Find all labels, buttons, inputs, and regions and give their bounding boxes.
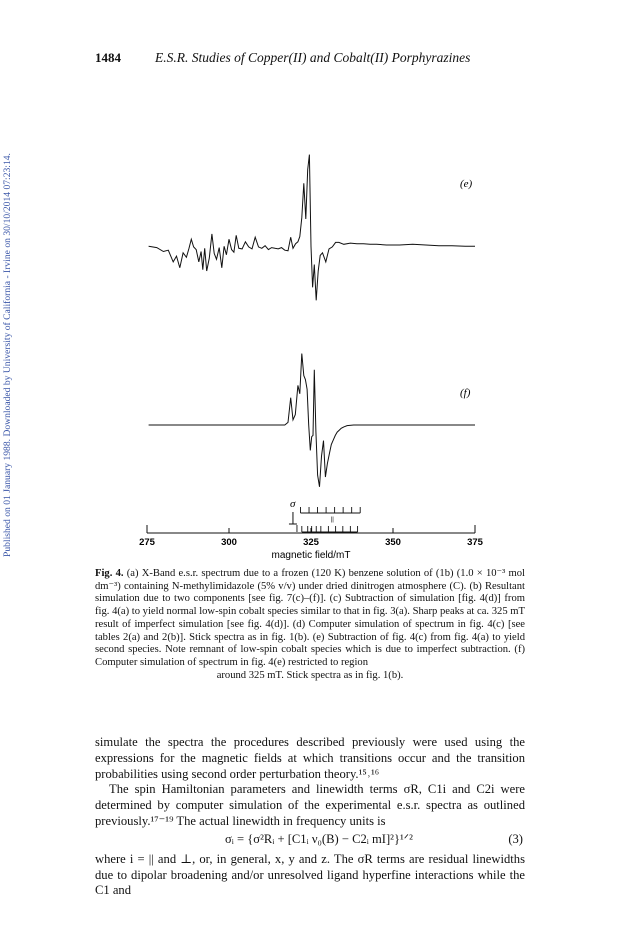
caption-text: (a) X-Band e.s.r. spectrum due to a frozen (120 K) benzene solution of (1b) (1.0 × 10⁻³ mol dm⁻³) containing N-methylimidazole (5% v/v) under dried dinitrogen atmosphere (C). (b) Resultant simulation due to two components [see fig. 7(c)–(f)]. (c) Subtraction of simulation [fig. 4(d)] from fig. 4(a) to yield normal low-spin cobalt species similar to that in fig. 3(a). Sharp peaks at ca. 325 mT result of imperfect simulation [see fig. 4(d)]. (d) Computer simulation of spectrum in fig. 4(c) [see tables 2(a) and 2(b)]. Stick spectra as in fig. 1(b). (e) Subtraction of fig. 4(c) from fig. 4(a) to yield second species. Note remnant of low-spin cobalt species which is due to imperfect subtraction. (f) Computer simulation of spectrum in fig. 4(e) restricted to region [95, 568, 525, 668]
equation-body: σᵢ = {σ²Rᵢ + [C1ᵢ ν₀(B) − C2ᵢ mI]²}¹ᐟ² [225, 831, 413, 846]
caption-last-line: around 325 mT. Stick spectra as in fig. 1(b). [216, 669, 404, 681]
x-tick-label-350: 350 [385, 537, 401, 548]
spectrum-trace-2 [149, 354, 475, 487]
equation-number: (3) [508, 831, 523, 846]
x-tick-label-275: 275 [139, 537, 155, 548]
spectrum-trace-1 [149, 155, 475, 301]
download-watermark: Published on 01 January 1988. Downloaded by University of California - Irvine on 30/10/2014 07:23:14. [2, 153, 13, 557]
equation-3 [95, 832, 525, 850]
paragraph-2: The spin Hamiltonian parameters and linewidth terms σR, C1i and C2i were determined by computer simulation of the experimental e.s.r. spectra as outlined previously.¹⁷⁻¹⁹ The actual linewidth in frequency units is [95, 782, 525, 828]
stick-label-par: || [330, 517, 334, 523]
body-text [95, 735, 525, 899]
page-number: 1484 [95, 50, 121, 65]
panel-label-2: (f) [460, 387, 471, 399]
esr-spectra-chart [95, 80, 525, 560]
stick-label-sigma: σ [289, 498, 296, 510]
x-tick-label-300: 300 [221, 537, 237, 548]
caption-label: Fig. 4. [95, 568, 124, 579]
page-header [95, 50, 525, 70]
running-title: E.S.R. Studies of Copper(II) and Cobalt(II) Porphyrazines [155, 50, 471, 65]
figure-caption [95, 568, 525, 682]
x-axis-title: magnetic field/mT [271, 550, 351, 560]
x-tick-label-375: 375 [467, 537, 483, 548]
x-tick-label-325: 325 [303, 537, 319, 548]
figure-4 [95, 80, 525, 560]
paragraph-3: where i = || and ⊥, or, in general, x, y and z. The σR terms are residual linewidths due to dipolar broadening and/or unresolved ligand hyperfine interactions while the C1 and [95, 851, 525, 898]
panel-label-1: (e) [460, 178, 473, 190]
paragraph-1: simulate the spectra the procedures described previously were used using the expressions for the magnetic fields at which transitions occur and the transition probabilities using second order perturbation theory.¹⁵˒¹⁶ [95, 735, 525, 781]
